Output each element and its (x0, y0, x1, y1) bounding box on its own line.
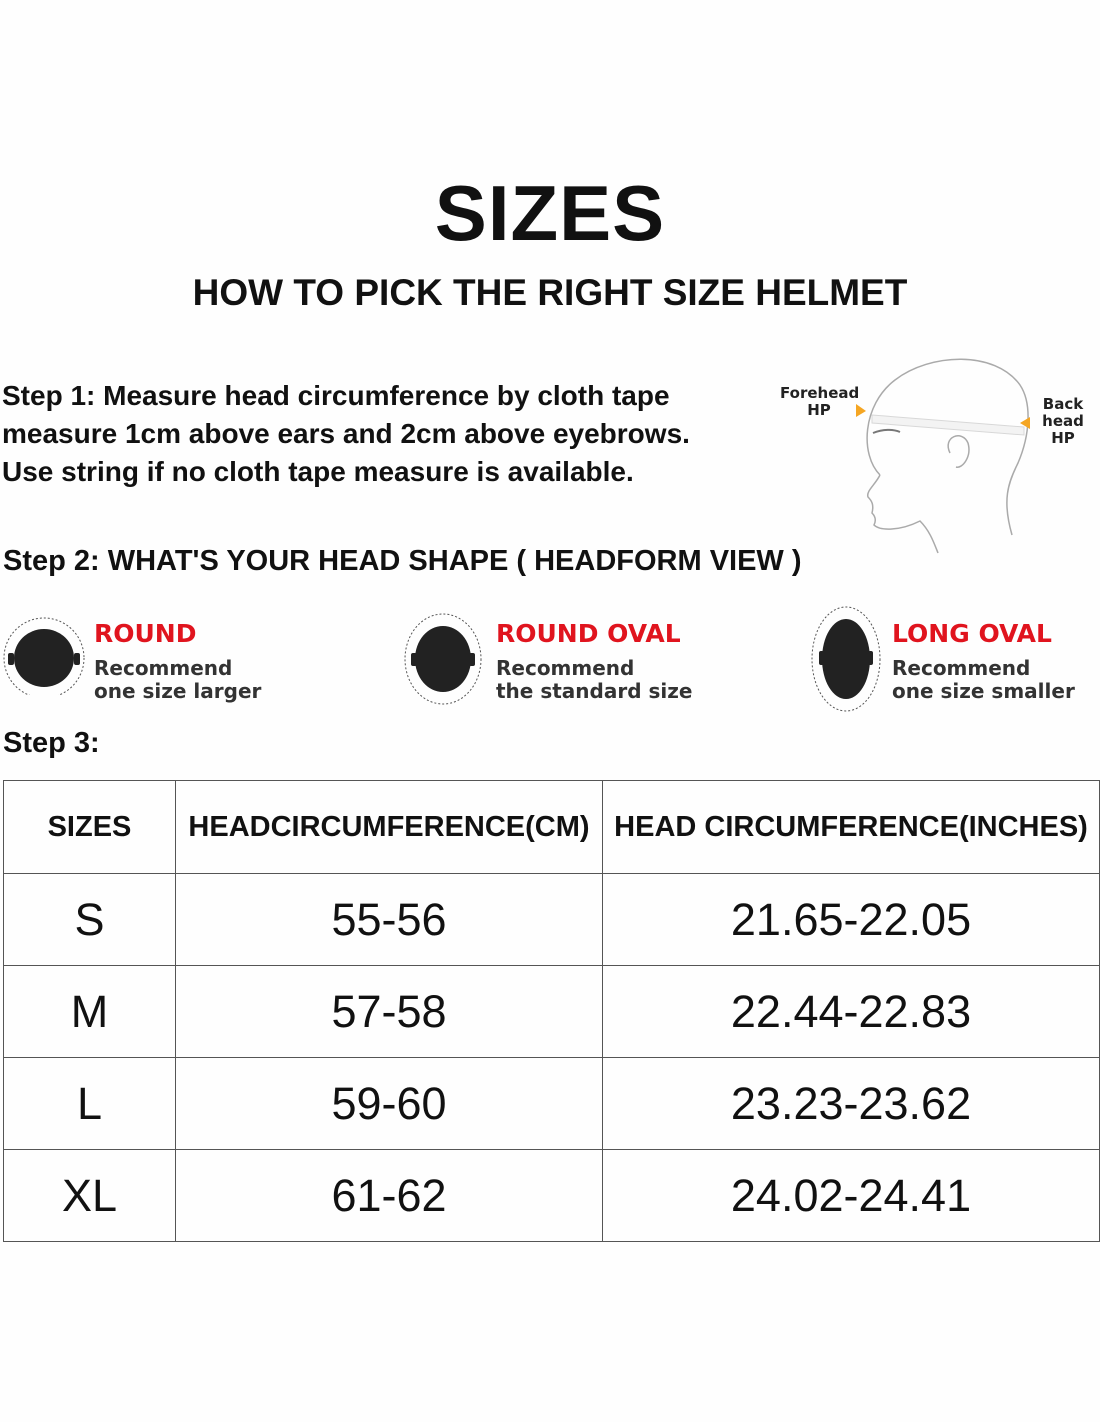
step2-heading: Step 2: WHAT'S YOUR HEAD SHAPE ( HEADFORM VIEW ) (3, 545, 802, 577)
column-header-sizes: SIZES (4, 781, 176, 874)
head-profile-icon (780, 345, 1100, 560)
inches-cell: 24.02-24.41 (603, 1150, 1100, 1242)
table-row (4, 874, 1100, 966)
table-row (4, 966, 1100, 1058)
recommend-line: one size smaller (892, 679, 1075, 703)
shape-recommendation (892, 657, 1075, 703)
recommend-line: Recommend (892, 656, 1031, 680)
page-subtitle: HOW TO PICK THE RIGHT SIZE HELMET (192, 272, 908, 313)
table-row (4, 1058, 1100, 1150)
inches-cell: 23.23-23.62 (603, 1058, 1100, 1150)
back-head-label-line: HP (1051, 429, 1075, 447)
step1-line: Step 1: Measure head circumference by cloth tape (2, 380, 670, 411)
back-head-label-line: Back (1042, 395, 1084, 413)
step3-heading: Step 3: (3, 727, 100, 759)
forehead-label-line: Forehead (780, 384, 860, 402)
page-title: SIZES (434, 169, 666, 257)
cm-cell: 57-58 (176, 966, 603, 1058)
shape-name: ROUND (94, 619, 197, 648)
size-cell: S (4, 874, 176, 966)
back-head-label-line: head (1042, 412, 1084, 430)
long-oval-head-icon (810, 605, 886, 715)
forehead-label (780, 385, 858, 419)
table-row (4, 1150, 1100, 1242)
inches-cell: 22.44-22.83 (603, 966, 1100, 1058)
recommend-line: Recommend (496, 656, 635, 680)
round-oval-head-icon (403, 605, 483, 705)
shape-recommendation (94, 657, 261, 703)
shape-name: ROUND OVAL (496, 619, 681, 648)
shape-round-oval (403, 605, 763, 715)
size-cell: XL (4, 1150, 176, 1242)
shape-recommendation (496, 657, 692, 703)
shape-long-oval (810, 605, 1100, 715)
step1-line: measure 1cm above ears and 2cm above eyebrows. (2, 418, 690, 449)
cm-cell: 59-60 (176, 1058, 603, 1150)
table-header-row (4, 781, 1100, 874)
recommend-line: the standard size (496, 679, 693, 703)
size-cell: L (4, 1058, 176, 1150)
round-head-icon (2, 605, 88, 695)
cm-cell: 61-62 (176, 1150, 603, 1242)
head-measurement-diagram (780, 345, 1100, 560)
back-head-label (1038, 396, 1088, 447)
size-chart-table (3, 780, 1100, 1242)
size-cell: M (4, 966, 176, 1058)
column-header-cm: HEADCIRCUMFERENCE(CM) (176, 781, 603, 874)
recommend-line: one size larger (94, 679, 262, 703)
shape-round (2, 605, 362, 715)
inches-cell: 21.65-22.05 (603, 874, 1100, 966)
column-header-inches: HEAD CIRCUMFERENCE(INCHES) (603, 781, 1100, 874)
step1-instructions (2, 377, 772, 491)
shape-name: LONG OVAL (892, 619, 1052, 648)
cm-cell: 55-56 (176, 874, 603, 966)
recommend-line: Recommend (94, 656, 233, 680)
step1-line: Use string if no cloth tape measure is available. (2, 456, 634, 487)
forehead-label-line: HP (807, 401, 831, 419)
